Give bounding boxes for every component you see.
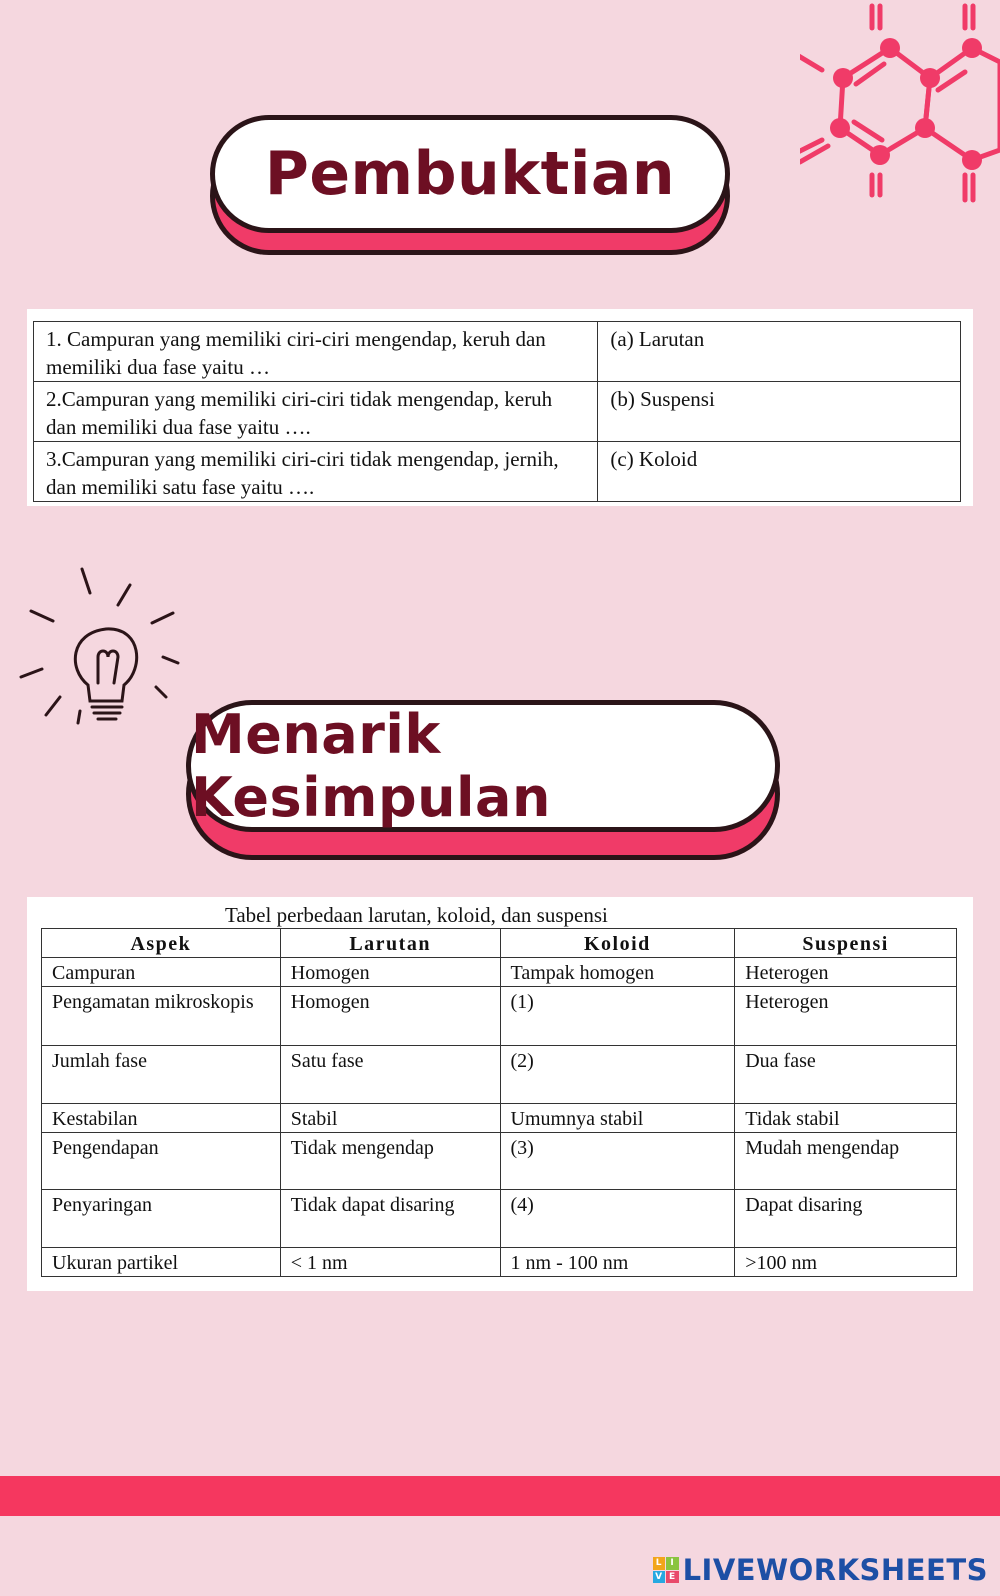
table-cell: 1 nm - 100 nm (500, 1248, 735, 1277)
table-row (42, 1133, 957, 1190)
section-title-pembuktian (210, 115, 730, 260)
table-cell: Homogen (280, 987, 500, 1046)
answer-option: (c) Koloid (598, 442, 961, 502)
lightbulb-icon (18, 565, 188, 735)
table-row (42, 958, 957, 987)
table-row (42, 1104, 957, 1133)
aspect-cell: Pengamatan mikroskopis (42, 987, 281, 1046)
table-row (42, 987, 957, 1046)
table-caption: Tabel perbedaan larutan, koloid, dan suspensi (225, 903, 608, 927)
matching-table-panel (27, 309, 973, 506)
aspect-cell: Jumlah fase (42, 1046, 281, 1104)
liveworksheets-icon: L I V E (653, 1557, 679, 1583)
table-cell: < 1 nm (280, 1248, 500, 1277)
table-row (34, 322, 961, 382)
matching-table (33, 321, 961, 502)
table-cell: Homogen (280, 958, 500, 987)
table-cell: Heterogen (735, 958, 957, 987)
comparison-table-panel (27, 897, 973, 1291)
table-cell: Heterogen (735, 987, 957, 1046)
table-cell: Umumnya stabil (500, 1104, 735, 1133)
table-cell: Tidak mengendap (280, 1133, 500, 1190)
question-cell: 3.Campuran yang memiliki ciri-ciri tidak mengendap, jernih, dan memiliki satu fase yaitu …. (34, 442, 598, 502)
column-header: Koloid (500, 929, 735, 958)
table-cell: Tidak stabil (735, 1104, 957, 1133)
aspect-cell: Kestabilan (42, 1104, 281, 1133)
table-cell: (2) (500, 1046, 735, 1104)
brand-name: LIVEWORKSHEETS (682, 1553, 988, 1587)
table-cell: Tidak dapat disaring (280, 1190, 500, 1248)
table-cell: Tampak homogen (500, 958, 735, 987)
page-title: Pembuktian (210, 115, 730, 233)
table-row (34, 382, 961, 442)
table-row (34, 442, 961, 502)
table-cell: Dua fase (735, 1046, 957, 1104)
table-cell: (4) (500, 1190, 735, 1248)
aspect-cell: Ukuran partikel (42, 1248, 281, 1277)
table-row (42, 1248, 957, 1277)
column-header: Larutan (280, 929, 500, 958)
footer-bar (0, 1476, 1000, 1516)
table-cell: (3) (500, 1133, 735, 1190)
table-cell: Satu fase (280, 1046, 500, 1104)
aspect-cell: Penyaringan (42, 1190, 281, 1248)
molecule-icon (800, 0, 1000, 210)
table-row (42, 1190, 957, 1248)
column-header: Suspensi (735, 929, 957, 958)
comparison-table (41, 928, 957, 1277)
table-header-row (42, 929, 957, 958)
column-header: Aspek (42, 929, 281, 958)
answer-option: (b) Suspensi (598, 382, 961, 442)
aspect-cell: Campuran (42, 958, 281, 987)
section-heading: Menarik Kesimpulan (186, 700, 780, 832)
section-title-kesimpulan (186, 700, 780, 863)
table-cell: (1) (500, 987, 735, 1046)
question-cell: 1. Campuran yang memiliki ciri-ciri mengendap, keruh dan memiliki dua fase yaitu … (34, 322, 598, 382)
table-cell: Dapat disaring (735, 1190, 957, 1248)
answer-option: (a) Larutan (598, 322, 961, 382)
brand-logo (653, 1553, 988, 1587)
question-cell: 2.Campuran yang memiliki ciri-ciri tidak mengendap, keruh dan memiliki dua fase yaitu …. (34, 382, 598, 442)
table-cell: Mudah mengendap (735, 1133, 957, 1190)
aspect-cell: Pengendapan (42, 1133, 281, 1190)
table-cell: >100 nm (735, 1248, 957, 1277)
table-cell: Stabil (280, 1104, 500, 1133)
table-row (42, 1046, 957, 1104)
